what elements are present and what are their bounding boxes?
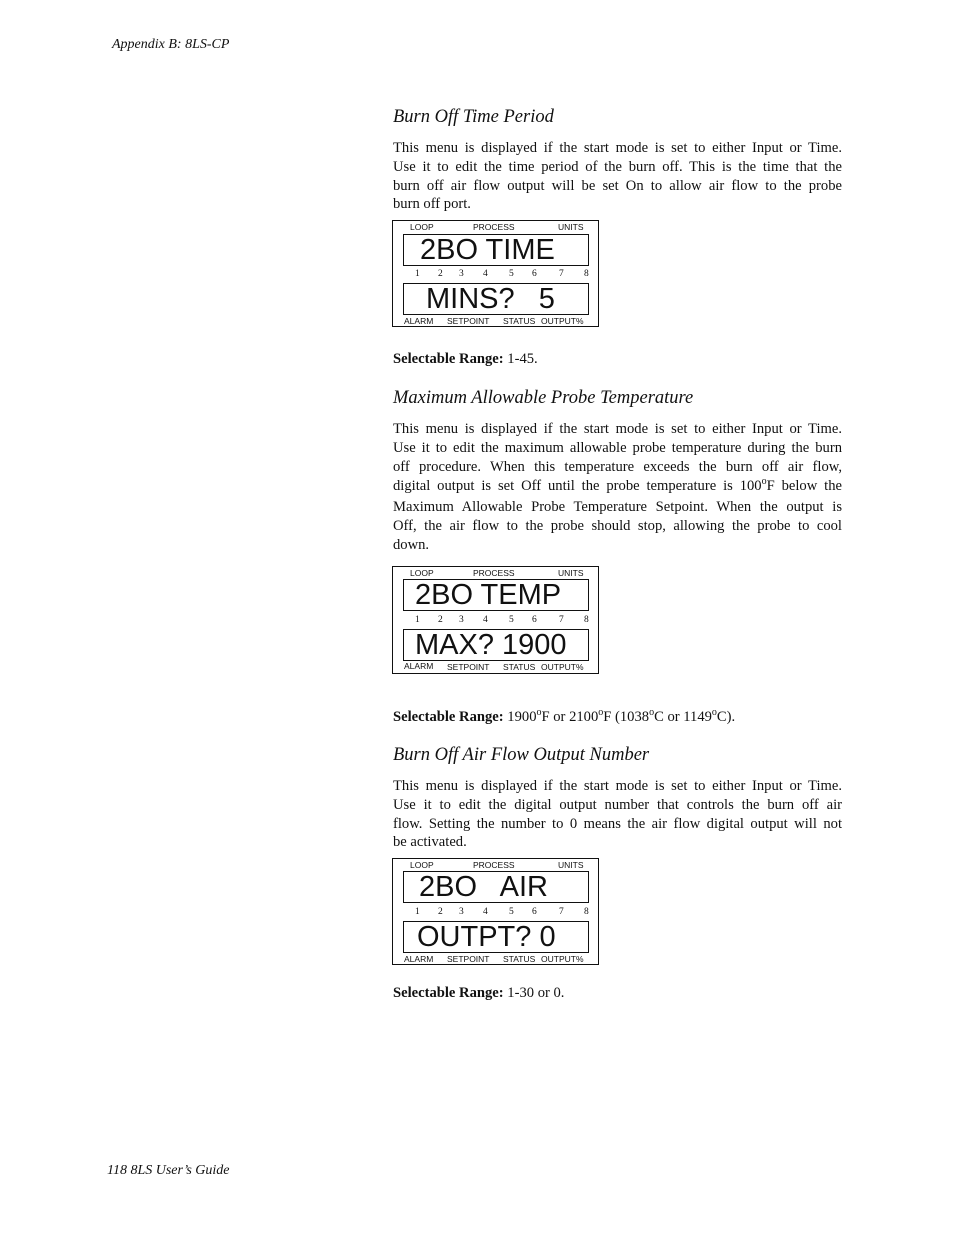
panel-digit: 6	[532, 269, 537, 279]
controller-display-panel	[392, 220, 599, 327]
range-fragment: 1900	[503, 709, 537, 725]
text-line: Maximum Allowable Probe Temperature Setpoint. When the output is	[393, 499, 842, 516]
lcd-line-1	[403, 234, 589, 266]
selectable-range-2	[393, 709, 735, 726]
panel-digit: 6	[532, 907, 537, 917]
degree-symbol: o	[711, 707, 717, 718]
degree-symbol: o	[536, 707, 542, 718]
panel-digit: 3	[459, 615, 464, 625]
panel-digit: 3	[459, 907, 464, 917]
panel-digit: 1	[415, 269, 420, 279]
range-value: 1-30 or 0.	[503, 985, 565, 1001]
panel-digit-row	[393, 269, 598, 281]
lcd-text-2: OUTPT? 0	[417, 921, 556, 953]
lcd-line-2	[403, 921, 589, 953]
panel-digit: 6	[532, 615, 537, 625]
panel-digit: 2	[438, 615, 443, 625]
text-line: be activated.	[393, 834, 467, 851]
range-label: Selectable Range:	[393, 985, 504, 1001]
page-footer: 118 8LS User’s Guide	[107, 1163, 230, 1178]
panel-label-output: OUTPUT%	[541, 954, 584, 964]
range-fragment: F (1038	[603, 709, 650, 725]
panel-label-setpoint: SETPOINT	[447, 954, 490, 964]
lcd-text-1: 2BO AIR	[419, 871, 548, 903]
text-line: burn off port.	[393, 196, 471, 213]
panel-digit: 7	[559, 907, 564, 917]
panel-label-process: PROCESS	[473, 860, 515, 870]
panel-digit: 3	[459, 269, 464, 279]
panel-label-units: UNITS	[558, 860, 584, 870]
lcd-line-2	[403, 283, 589, 315]
panel-digit-row	[393, 615, 598, 627]
panel-label-status: STATUS	[503, 954, 536, 964]
lcd-text-1: 2BO TIME	[420, 234, 555, 266]
lcd-line-1	[403, 579, 589, 611]
panel-label-units: UNITS	[558, 222, 584, 232]
paragraph-air-flow-output	[393, 777, 842, 852]
panel-label-output: OUTPUT%	[541, 662, 584, 672]
range-fragment: C).	[716, 709, 736, 725]
panel-digit: 1	[415, 615, 420, 625]
text-fragment: F below the	[766, 478, 842, 495]
range-label: Selectable Range:	[393, 351, 504, 367]
paragraph-burn-off-time	[393, 139, 842, 214]
panel-digit: 2	[438, 907, 443, 917]
selectable-range-3	[393, 985, 564, 1002]
range-value: 1-45.	[503, 351, 538, 367]
range-fragment: F or 2100	[541, 709, 599, 725]
panel-label-alarm: ALARM	[404, 954, 434, 964]
panel-label-status: STATUS	[503, 662, 536, 672]
panel-label-alarm: ALARM	[404, 661, 434, 671]
panel-label-alarm: ALARM	[404, 316, 434, 326]
text-line: off procedure. When this temperature exceeds the burn off air flow,	[393, 458, 842, 475]
panel-label-setpoint: SETPOINT	[447, 316, 490, 326]
selectable-range-1	[393, 351, 538, 368]
range-label: Selectable Range:	[393, 709, 504, 725]
controller-display-panel	[392, 858, 599, 965]
degree-symbol: o	[598, 707, 604, 718]
range-fragment: C or 1149	[654, 709, 712, 725]
text-line: This menu is displayed if the start mode is set to either Input or Time.	[393, 778, 842, 794]
section-title-max-probe-temp: Maximum Allowable Probe Temperature	[393, 388, 694, 408]
panel-label-loop: LOOP	[410, 860, 434, 870]
lcd-line-1	[403, 871, 589, 903]
lcd-text-2: MAX? 1900	[415, 629, 567, 661]
panel-digit: 5	[509, 907, 514, 917]
panel-digit: 8	[584, 615, 589, 625]
panel-digit: 7	[559, 269, 564, 279]
panel-label-status: STATUS	[503, 316, 536, 326]
panel-digit: 5	[509, 615, 514, 625]
degree-symbol: o	[649, 707, 655, 718]
panel-label-units: UNITS	[558, 568, 584, 578]
text-line: This menu is displayed if the start mode is set to either Input or Time.	[393, 421, 842, 437]
degree-symbol: o	[761, 476, 767, 488]
lcd-text-1: 2BO TEMP	[415, 579, 562, 611]
panel-label-process: PROCESS	[473, 222, 515, 232]
section-title-air-flow-output: Burn Off Air Flow Output Number	[393, 745, 650, 765]
paragraph-max-probe-temp	[393, 420, 842, 555]
panel-digit: 7	[559, 615, 564, 625]
panel-digit: 4	[483, 269, 488, 279]
text-line: Off, the air flow to the probe should stop, allowing the probe to cool	[393, 518, 842, 535]
panel-digit: 5	[509, 269, 514, 279]
panel-label-output: OUTPUT%	[541, 316, 584, 326]
lcd-text-2: MINS? 5	[426, 283, 555, 315]
text-line: Use it to edit the maximum allowable probe temperature during the burn	[393, 439, 842, 456]
panel-digit: 8	[584, 269, 589, 279]
text-line: Use it to edit the digital output number that controls the burn off air	[393, 796, 842, 813]
panel-digit: 2	[438, 269, 443, 279]
panel-digit: 1	[415, 907, 420, 917]
section-title-burn-off-time: Burn Off Time Period	[393, 107, 554, 127]
panel-label-process: PROCESS	[473, 568, 515, 578]
panel-digit: 8	[584, 907, 589, 917]
panel-label-setpoint: SETPOINT	[447, 662, 490, 672]
lcd-line-2	[403, 629, 589, 661]
panel-label-loop: LOOP	[410, 568, 434, 578]
text-line: This menu is displayed if the start mode is set to either Input or Time.	[393, 140, 842, 156]
text-line: Use it to edit the time period of the burn off. This is the time that the	[393, 158, 842, 175]
text-line	[393, 476, 842, 498]
panel-digit: 4	[483, 615, 488, 625]
text-line: flow. Setting the number to 0 means the air flow digital output will not	[393, 815, 842, 832]
page-header: Appendix B: 8LS-CP	[112, 37, 230, 52]
panel-label-loop: LOOP	[410, 222, 434, 232]
panel-digit: 4	[483, 907, 488, 917]
text-line: down.	[393, 536, 430, 553]
controller-display-panel	[392, 566, 599, 674]
panel-digit-row	[393, 907, 598, 919]
text-line: burn off air flow output will be set On to allow air flow to the probe	[393, 177, 842, 194]
text-fragment: digital output is set Off until the probe temperature is 100	[393, 478, 762, 495]
